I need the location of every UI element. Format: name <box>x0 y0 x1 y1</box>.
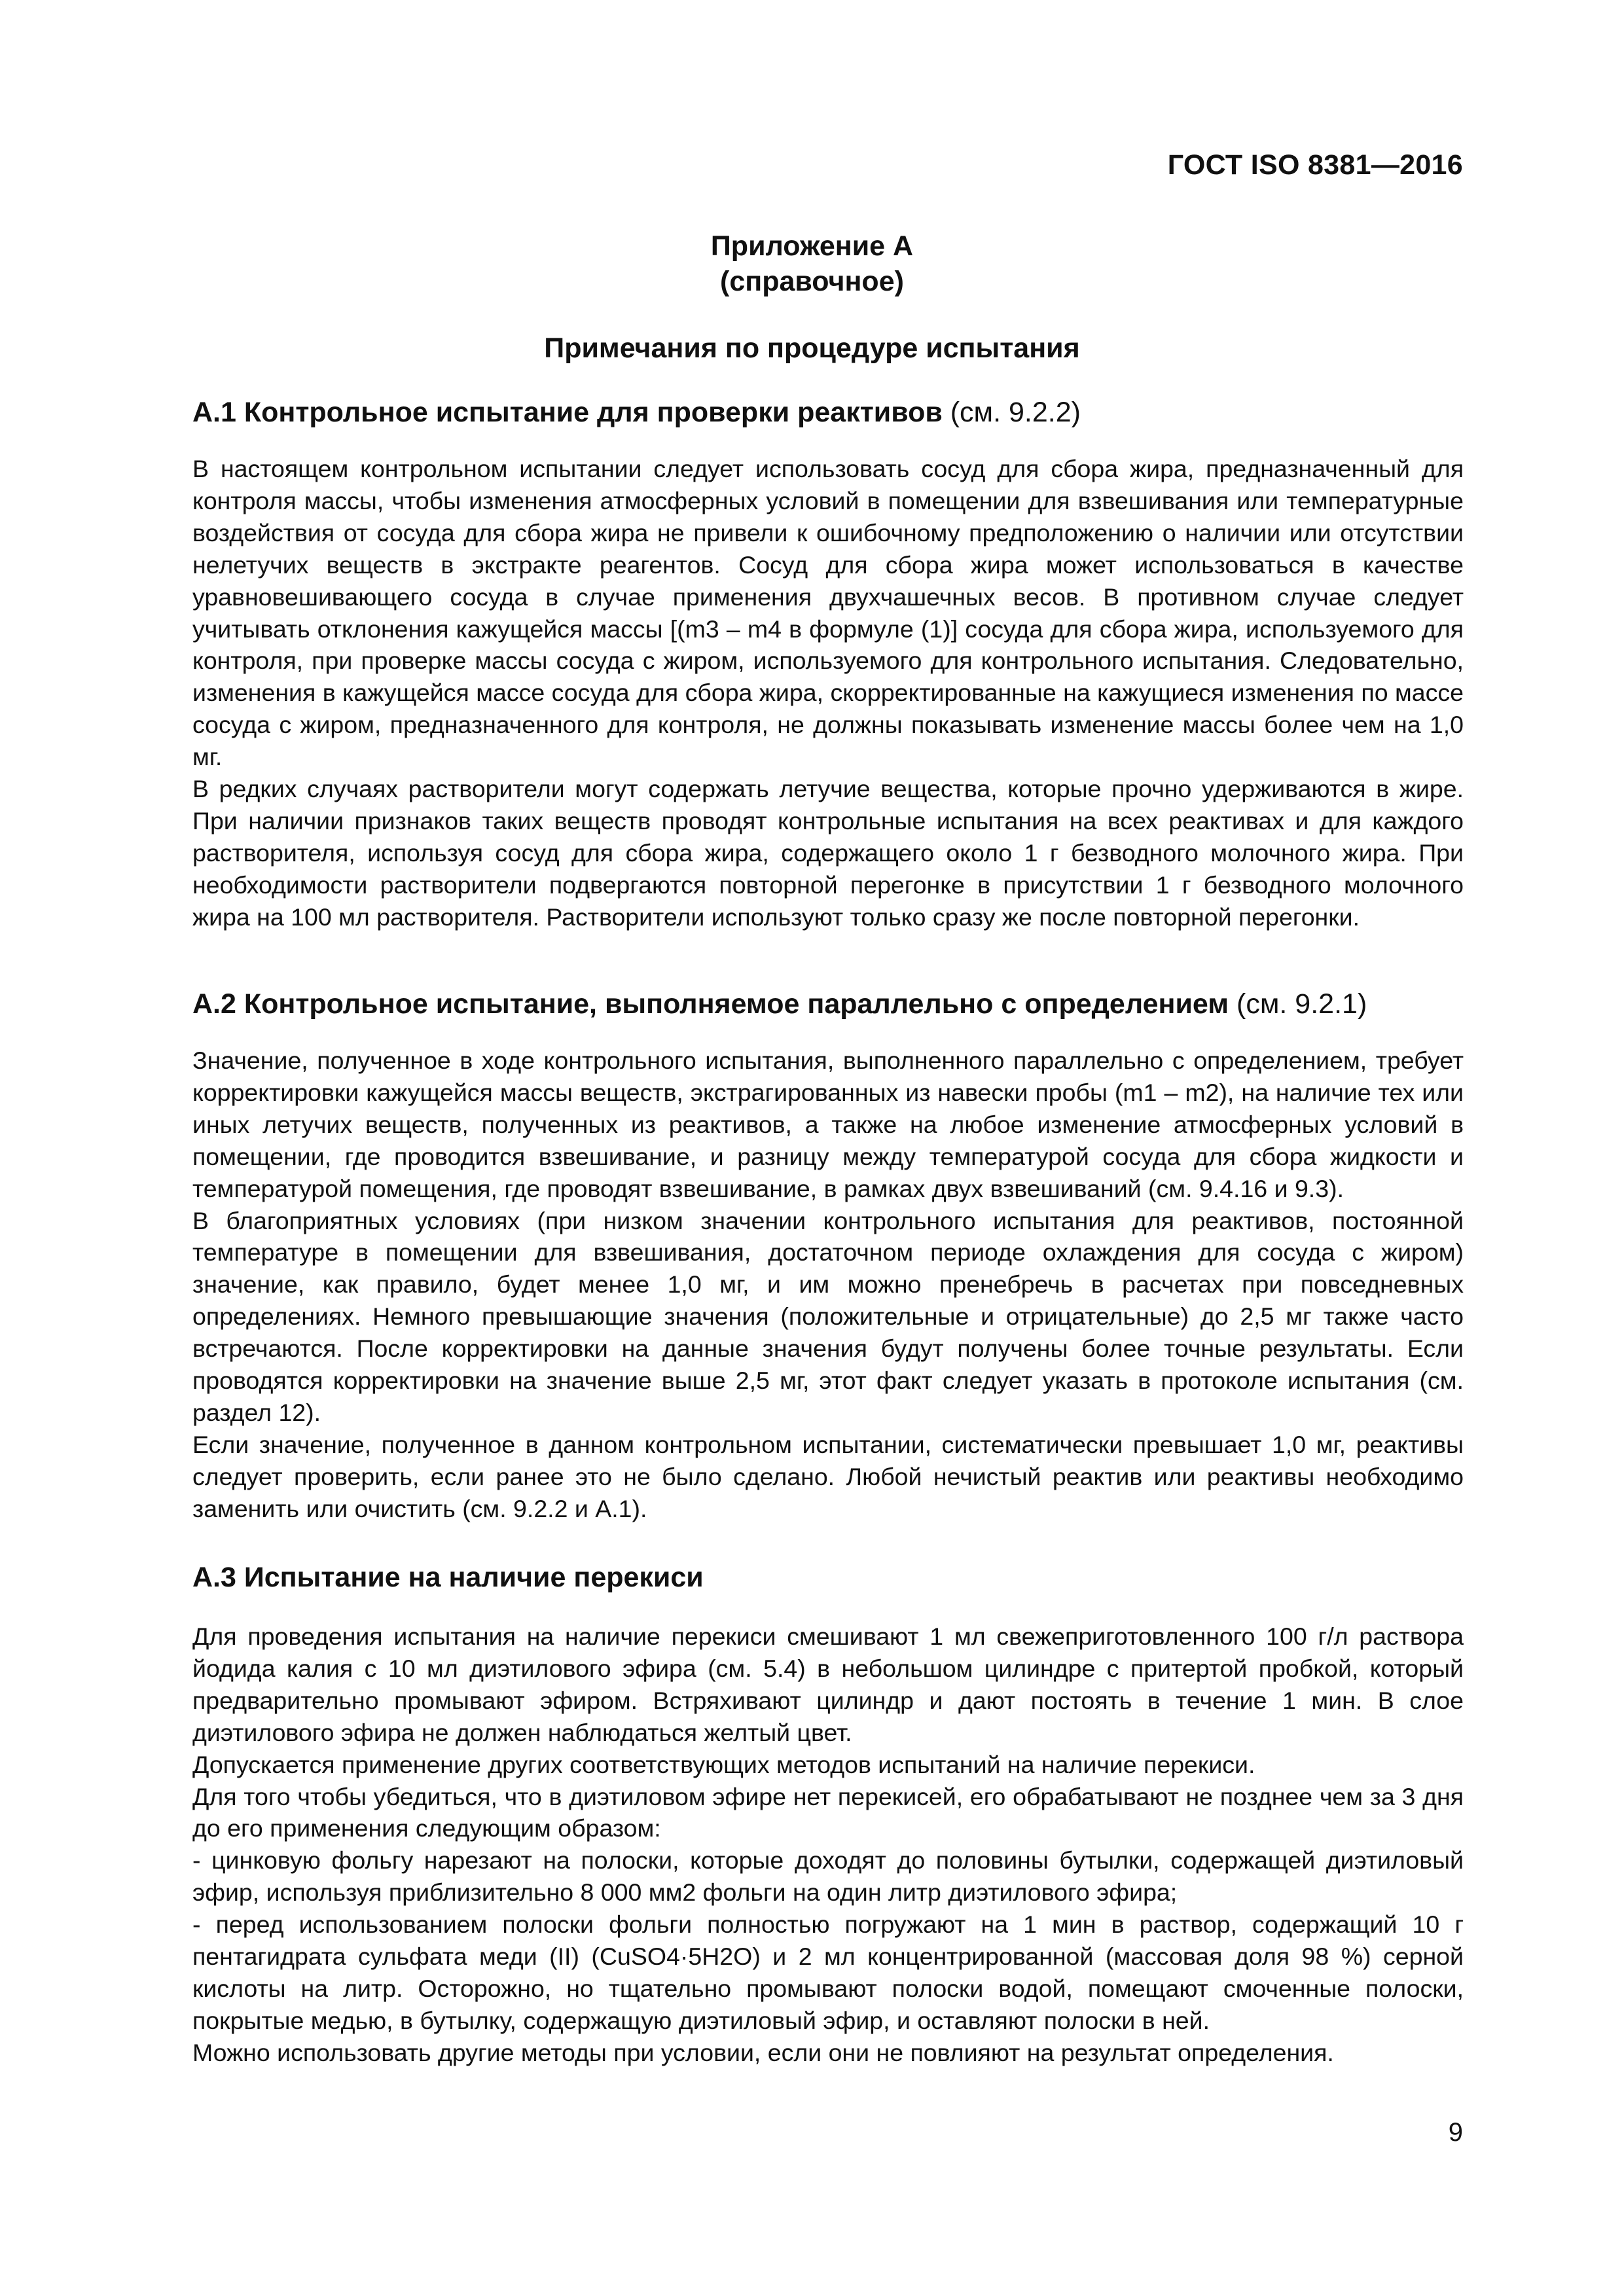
appendix-title: Приложение А <box>710 230 914 262</box>
document-code: ГОСТ ISO 8381—2016 <box>1167 149 1463 181</box>
list-item: - перед использованием полоски фольги полностью погружают на 1 мин в раствор, содержащий 10 г пентагидрата сульфата меди (II) (CuSO4·5H2O) и 2 мл концентрированной (массовая доля 98 %) серной кислоты на литр. Осторожно, но тщательно промывают полоски водой, помещают смоченные полоски, покрытые медью, в бутылку, содержащую диэтиловый эфир, и оставляют полоски в ней. <box>192 1910 1464 2034</box>
paragraph: Можно использовать другие методы при условии, если они не повлияют на результат определения. <box>192 2038 1334 2066</box>
paragraph: В настоящем контрольном испытании следует использовать сосуд для сбора жира, предназначенный для контроля массы, чтобы изменения атмосферных условий в помещении для взвешивания или температурные воздействия от сосуда для сбора жира не привели к ошибочному предположению о наличии или отсутствии нелетучих веществ в экстракте реагентов. Сосуд для сбора жира может использоваться в качестве уравновешивающего сосуда в случае применения двухчашечных весов. В противном случае следует учитывать отклонения кажущейся массы [(m3 – m4 в формуле (1)] сосуда для сбора жира, используемого для контроля, при проверке массы сосуда с жиром, используемого для контрольного испытания. Следовательно, изменения в кажущейся массе сосуда для сбора жира, скорректированные на кажущиеся изменения по массе сосуда с жиром, предназначенного для контроля, не должны показывать изменение массы более чем на 1,0 мг. <box>192 455 1464 771</box>
paragraph: Допускается применение других соответствующих методов испытаний на наличие перекиси. <box>192 1750 1255 1778</box>
section-a3-body <box>192 1621 1464 2069</box>
paragraph: В редких случаях растворители могут содержать летучие вещества, которые прочно удерживаются в жире. При наличии признаков таких веществ проводят контрольные испытания на всех реактивах и для каждого растворителя, используя сосуд для сбора жира, содержащего около 1 г безводного молочного жира. При необходимости растворители подвергаются повторной перегонке в присутствии 1 г безводного молочного жира на 100 мл растворителя. Растворители используют только сразу же после повторной перегонки. <box>192 775 1464 931</box>
paragraph: В благоприятных условиях (при низком значении контрольного испытания для реактивов, постоянной температуре в помещении для взвешивания, достаточном периоде охлаждения для сосуда с жиром) значение, как правило, будет менее 1,0 мг, и им можно пренебречь в расчетах при повседневных определениях. Немного превышающие значения (положительные и отрицательные) до 2,5 мг также часто встречаются. После корректировки на данные значения будут получены более точные результаты. Если проводятся корректировки на значение выше 2,5 мг, этот факт следует указать в протоколе испытания (см. раздел 12). <box>192 1206 1464 1426</box>
paragraph: Для проведения испытания на наличие перекиси смешивают 1 мл свежеприготовленного 100 г/л раствора йодида калия с 10 мл диэтилового эфира (см. 5.4) в небольшом цилиндре с притертой пробкой, который предварительно промывают эфиром. Встряхивают цилиндр и дают постоять в течение 1 мин. В слое диэтилового эфира не должен наблюдаться желтый цвет. <box>192 1623 1464 1746</box>
section-a2-ref: (см. 9.2.1) <box>1236 988 1367 1020</box>
section-a1-body <box>192 453 1464 933</box>
list-item: - цинковую фольгу нарезают на полоски, которые доходят до половины бутылки, содержащей диэтиловый эфир, используя приблизительно 8 000 мм2 фольги на один литр диэтилового эфира; <box>192 1846 1464 1907</box>
section-a2-body <box>192 1045 1464 1525</box>
page-number: 9 <box>1448 2118 1463 2147</box>
section-a1-title: А.1 Контрольное испытание для проверки реактивов <box>192 397 943 428</box>
section-a3-title: А.3 Испытание на наличие перекиси <box>192 1562 704 1593</box>
appendix-subtitle: (справочное) <box>720 266 904 297</box>
section-a2-title: А.2 Контрольное испытание, выполняемое параллельно с определением <box>192 988 1229 1020</box>
paragraph: Если значение, полученное в данном контрольном испытании, систематически превышает 1,0 мг, реактивы следует проверить, если ранее это не было сделано. Любой нечистый реактив или реактивы необходимо заменить или очистить (см. 9.2.2 и А.1). <box>192 1430 1464 1522</box>
appendix-heading: Примечания по процедуре испытания <box>544 332 1080 364</box>
paragraph: Для того чтобы убедиться, что в диэтиловом эфире нет перекисей, его обрабатывают не позднее чем за 3 дня до его применения следующим образом: <box>192 1782 1464 1842</box>
section-a1-heading <box>192 397 1081 429</box>
paragraph: Значение, полученное в ходе контрольного испытания, выполненного параллельно с определением, требует корректировки кажущейся массы веществ, экстрагированных из навески пробы (m1 – m2), на наличие тех или иных летучих веществ, полученных из реактивов, а также на любое изменение атмосферных условий в помещении, где проводится взвешивание, и разницу между температурой сосуда для сбора жидкости и температурой помещения, где проводят взвешивание, в рамках двух взвешиваний (см. 9.4.16 и 9.3). <box>192 1047 1464 1202</box>
section-a3-heading <box>192 1562 704 1594</box>
section-a1-ref: (см. 9.2.2) <box>950 397 1081 428</box>
section-a2-heading <box>192 988 1367 1020</box>
